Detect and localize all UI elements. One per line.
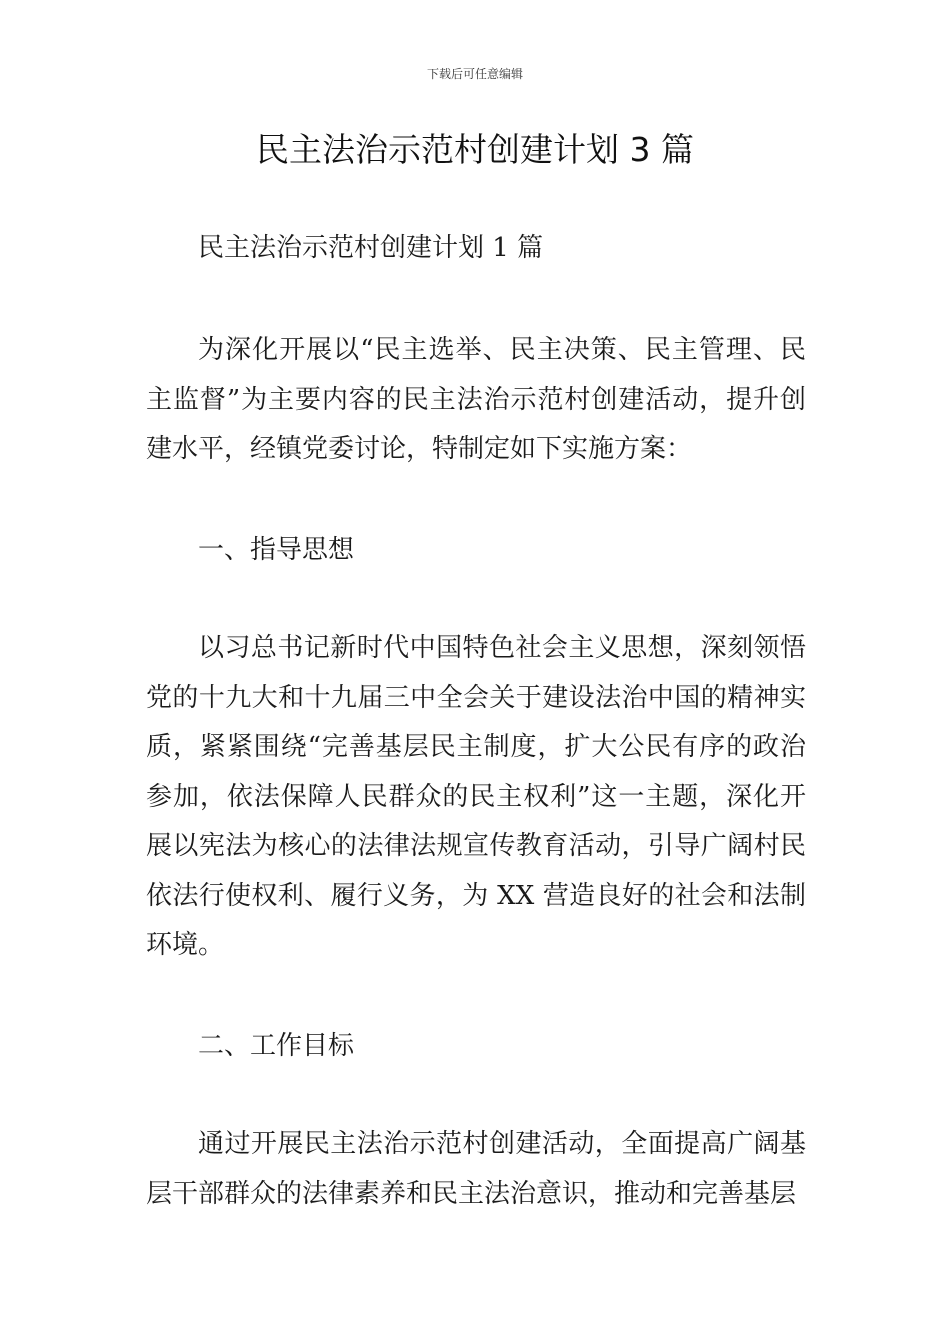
guiding-thought-paragraph: 以习总书记新时代中国特色社会主义思想，深刻领悟党的十九大和十九届三中全会关于建设法治中国的精神实质，紧紧围绕“完善基层民主制度，扩大公民有序的政治参加，依法保障人民群众的民主权利”这一主题，深化开展以宪法为核心的法律法规宣传教育活动，引导广阔村民依法行使权利、履行义务，为 XX 营造良好的社会和法制环境。 [146, 633, 806, 960]
section-heading-work-goal: 二、工作目标 [198, 1031, 355, 1061]
document-subtitle: 民主法治示范村创建计划 1 篇 [198, 233, 544, 263]
document-title: 民主法治示范村创建计划 3 篇 [256, 130, 694, 169]
intro-paragraph: 为深化开展以“民主选举、民主决策、民主管理、民主监督”为主要内容的民主法治示范村创建活动，提升创建水平，经镇党委讨论，特制定如下实施方案： [146, 335, 806, 464]
section-heading-guiding-thought: 一、指导思想 [198, 535, 355, 565]
work-goal-paragraph: 通过开展民主法治示范村创建活动，全面提高广阔基层干部群众的法律素养和民主法治意识，推动和完善基层 [146, 1129, 806, 1209]
header-note: 下载后可任意编辑 [426, 67, 523, 81]
